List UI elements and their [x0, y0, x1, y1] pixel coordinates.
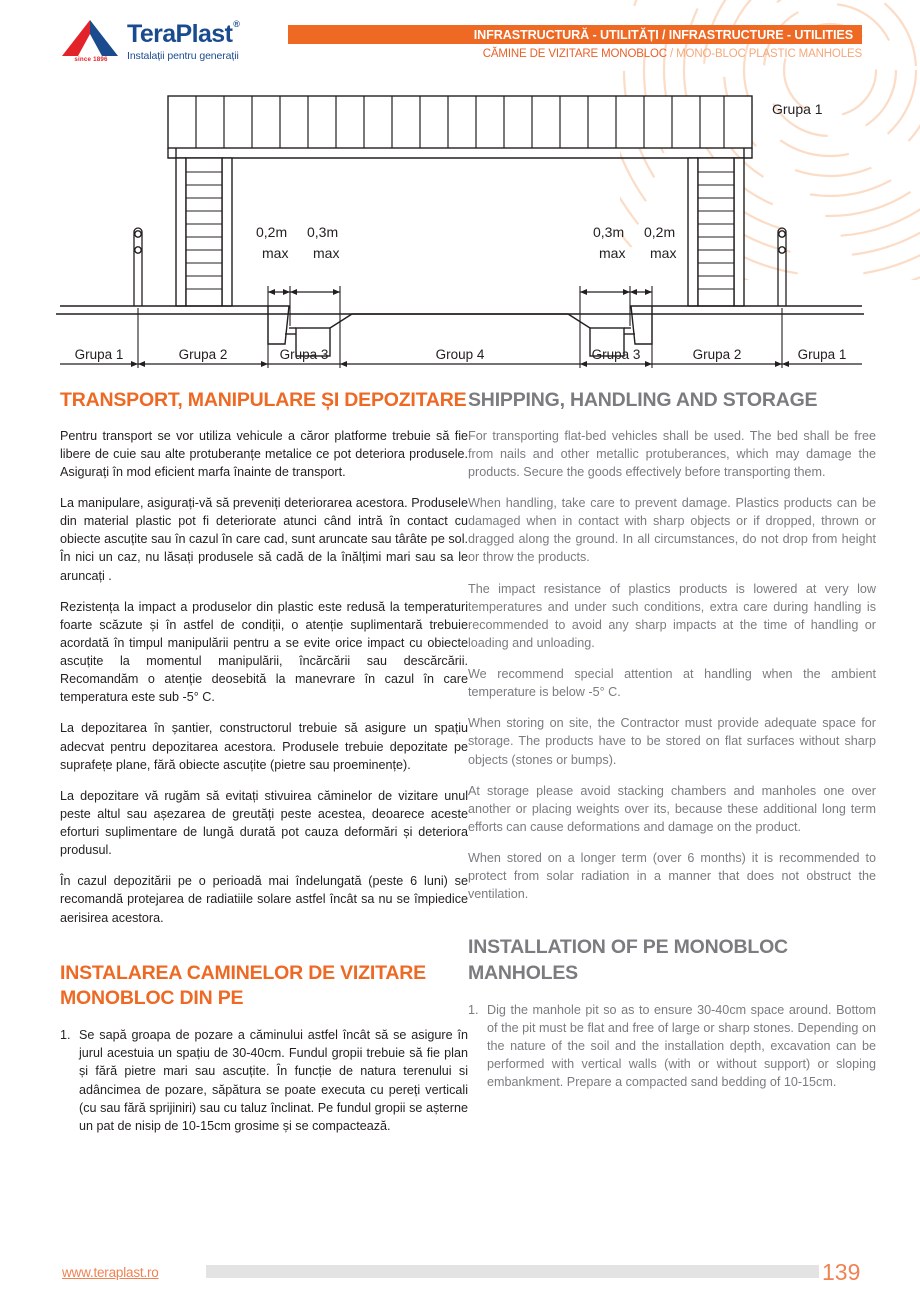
zone-label-1: Grupa 1 — [74, 347, 124, 362]
registered-mark: ® — [233, 19, 240, 29]
zone-label-3: Grupa 3 — [279, 347, 329, 362]
header-subtitle-separator: / — [666, 48, 677, 60]
list-item-text: Dig the manhole pit so as to ensure 30-40cm space around. Bottom of the pit must be flat and free of large or sharp stones. Depending on the nature of the soil and the installation depth, excavation can be performed with vertical walls (with or without support) or sloping embankment. Prepare a compacted sand bedding of 10-15cm. — [487, 1002, 876, 1090]
zone-label-4: Group 4 — [435, 347, 485, 362]
section-heading-transport-ro: TRANSPORT, MANIPULARE ȘI DEPOZITARE — [60, 389, 467, 411]
list-item — [468, 1001, 876, 1092]
zone-label-7: Grupa 1 — [797, 347, 847, 362]
header-subtitle-en: MONO-BLOC PLASTIC MANHOLES — [676, 48, 862, 60]
drawing-label-top-right: Grupa 1 — [772, 101, 823, 117]
paragraph: În cazul depozitării pe o perioadă mai îndelungată (peste 6 luni) se recomandă protejarea de radiatiile solare astfel încât sa nu se împiedice aerisirea acestora. — [60, 874, 468, 925]
teraplast-logo-icon — [62, 20, 118, 62]
paragraphs-transport-ro — [60, 427, 468, 927]
column-english — [468, 388, 876, 1092]
list-item-number: 1. — [468, 1002, 479, 1017]
page-footer — [0, 1258, 920, 1285]
dimension-left-2-sub: max — [313, 245, 340, 261]
section-heading-installation-en: INSTALLATION OF PE MONOBLOC MANHOLES — [468, 936, 788, 985]
paragraphs-transport-en — [468, 427, 876, 904]
column-romanian — [60, 388, 468, 1135]
zone-label-6: Grupa 2 — [692, 347, 742, 362]
dimension-right-1-sub: max — [599, 245, 626, 261]
website-link[interactable]: www.teraplast.ro — [62, 1264, 159, 1280]
list-item-number: 1. — [60, 1028, 71, 1043]
paragraph: La depozitarea în șantier, constructorul trebuie să asigure un spațiu adecvat pentru depozitarea acestora. Produsele trebuie depozitate pe suprafețe plane, fără obiecte ascuțite (pietre sau proeminențe). — [60, 721, 468, 772]
header-subtitle-ro: CĂMINE DE VIZITARE MONOBLOC — [482, 48, 667, 60]
dimension-left-2: 0,3m — [307, 224, 339, 240]
paragraph: When stored on a longer term (over 6 months) it is recommended to protect from solar radiation in a manner that does not obstruct the ventilation. — [468, 851, 876, 902]
paragraph: Rezistența la impact a produselor din plastic este redusă la temperaturi foarte scăzute și în astfel de condiții, o atenție suplimentară trebuie acordată în timpul manipulării pentru a se evite orice impact cu obiecte ascuțite la momentul manipulării, încărcării sau descărcării. Recomandăm o atenție deosebită la manevrare în cazul în care temperatura este sub -5° C. — [60, 599, 468, 705]
zone-label-2: Grupa 2 — [178, 347, 228, 362]
brand-name: TeraPlast ® — [127, 19, 240, 48]
paragraph: When handling, take care to prevent damage. Plastics products can be damaged when in contact with sharp objects or if dropped, thrown or dragged along the ground. In all circumstances, do not drop from height or throw the products. — [468, 496, 876, 565]
section-heading-transport-en: SHIPPING, HANDLING AND STORAGE — [468, 389, 818, 411]
paragraph: When storing on site, the Contractor must provide adequate space for storage. The products have to be stored on flat surfaces without sharp objects (stones or bumps). — [468, 716, 876, 767]
dimension-left-1-sub: max — [262, 245, 289, 261]
header-banner: INFRASTRUCTURĂ - UTILITĂȚI / INFRASTRUCTURE - UTILITIES — [288, 25, 862, 44]
footer-rule — [206, 1265, 819, 1278]
paragraph: La manipulare, asigurați-vă să preveniți deteriorarea acestora. Produsele din material plastic pot fi deteriorate atunci când intră în contact cu obiecte ascuțite sau în cazul în care cad, sunt aruncate sau târâte pe sol. În nici un caz, nu lăsați produsele să cadă de la înălțimi mari sau sa le aruncați . — [60, 496, 468, 583]
list-item — [60, 1026, 468, 1135]
page-header — [0, 0, 920, 86]
paragraph: The impact resistance of plastics products is lowered at very low temperatures and under such conditions, extra care during handling is recommended to avoid any sharp impacts at the time of handling or loading and unloading. — [468, 581, 876, 650]
brand-tagline: Instalații pentru generații — [127, 50, 239, 62]
paragraph: Pentru transport se vor utiliza vehicule a căror platforme trebuie să fie libere de cuie sau alte protuberanțe metalice ce pot deteriora produsele. Asigurați în mod eficient marfa înainte de transport. — [60, 428, 468, 479]
section-heading-installation-ro: INSTALAREA CAMINELOR DE VIZITARE MONOBLOC DIN PE — [60, 961, 426, 1010]
brand-logo — [62, 20, 239, 62]
since-label: since 1896 — [74, 56, 108, 63]
steps-installation-en — [468, 1001, 876, 1092]
dimension-right-1: 0,3m — [593, 224, 625, 240]
dimension-left-1: 0,2m — [256, 224, 288, 240]
dimension-right-2: 0,2m — [644, 224, 676, 240]
header-subtitle — [288, 48, 862, 60]
brand-text — [127, 20, 239, 62]
zone-label-5: Grupa 3 — [591, 347, 641, 362]
technical-drawing — [0, 86, 920, 378]
steps-installation-ro — [60, 1026, 468, 1135]
page-number: 139 — [822, 1258, 861, 1285]
paragraph: At storage please avoid stacking chambers and manholes one over another or placing weights over its, because these additional long term efforts can cause deformations and damage on the product. — [468, 783, 876, 834]
paragraph: We recommend special attention at handling when the ambient temperature is below -5° C. — [468, 667, 876, 700]
dimension-right-2-sub: max — [650, 245, 677, 261]
list-item-text: Se sapă groapa de pozare a căminului astfel încât să se asigure în jurul acestuia un spațiu de 30-40cm. Fundul gropii trebuie să fie plan și fără pietre mari sau ascuțite. În funcție de natura terenului si adâncimea de pozare, săpătura se poate executa cu pereți verticali (cu sau fără sprijiniri) sau cu taluz înclinat. Pe fundul gropii se așterne un pat de nisip de 10-15cm grosime și se compactează. — [79, 1028, 468, 1133]
paragraph: For transporting flat-bed vehicles shall be used. The bed shall be free from nails and other metallic protuberances, which may damage the products. Secure the goods effectively before transporting them. — [468, 428, 876, 479]
paragraph: La depozitare vă rugăm să evitați stivuirea căminelor de vizitare unul peste altul sau așezarea de greutăți peste acestea, deoarece aceste eforturi suplimentare de lungă durată pot cauza deformări și deteriora produsul. — [60, 788, 468, 858]
